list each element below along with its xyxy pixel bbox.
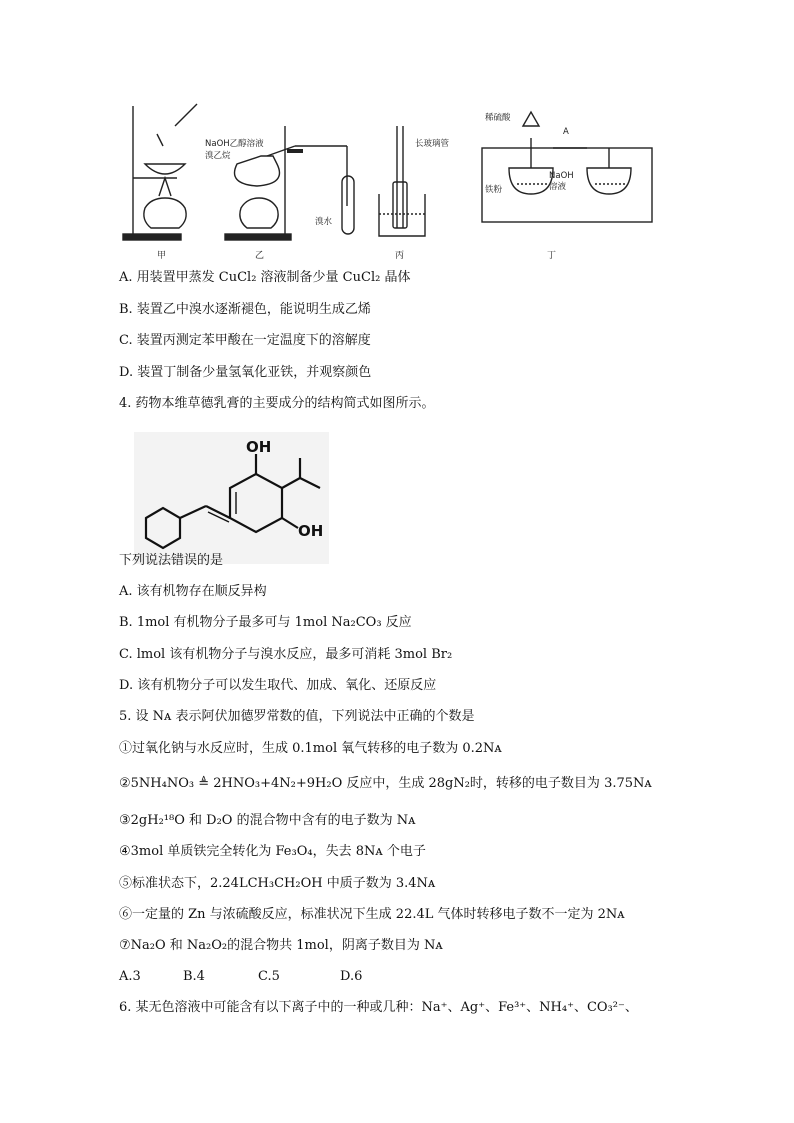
q3-option-c: C. 装置丙测定苯甲酸在一定温度下的溶解度: [119, 333, 371, 348]
q4-option-a: A. 该有机物存在顺反异构: [119, 584, 267, 599]
q5-item-5: ⑤标准状态下，2.24LCH₃CH₂OH 中质子数为 3.4Nᴀ: [119, 876, 436, 891]
q5-item-1: ①过氧化钠与水反应时，生成 0.1mol 氧气转移的电子数为 0.2Nᴀ: [119, 741, 502, 756]
apparatus-jia: [123, 104, 197, 240]
caption-jia: 甲: [157, 251, 167, 261]
q4-option-d: D. 该有机物分子可以发生取代、加成、氧化、还原反应: [119, 678, 437, 693]
q4-option-b: B. 1mol 有机物分子最多可与 1mol Na₂CO₃ 反应: [119, 615, 412, 630]
q3-option-a: A. 用装置甲蒸发 CuCl₂ 溶液制备少量 CuCl₂ 晶体: [119, 270, 411, 285]
q5-item-2: ②5NH₄NO₃ ≜ 2HNO₃+4N₂+9H₂O 反应中，生成 28gN₂时，转移的电子数目为 3.75Nᴀ: [119, 776, 652, 791]
label-long-glass-tube: 长玻璃管: [415, 139, 450, 149]
q5-choice-a: A.3: [119, 969, 141, 984]
q5-item-3: ③2gH₂¹⁸O 和 D₂O 的混合物中含有的电子数为 Nᴀ: [119, 813, 416, 828]
caption-ding: 丁: [547, 251, 557, 261]
q3-option-d: D. 装置丁制备少量氢氧化亚铁，并观察颜色: [119, 365, 372, 380]
label-solution: 溶液: [549, 182, 567, 192]
label-naoh: NaOH: [549, 171, 574, 181]
q5-choice-d: D.6: [340, 969, 363, 984]
hydroxyl-label-bottom: OH: [298, 522, 324, 540]
q3-option-b: B. 装置乙中溴水逐渐褪色，能说明生成乙烯: [119, 302, 371, 317]
q5-stem: 5. 设 Nᴀ 表示阿伏加德罗常数的值，下列说法中正确的个数是: [119, 709, 475, 724]
label-bromine-water: 溴水: [315, 217, 333, 227]
label-iron-powder: 铁粉: [485, 185, 503, 195]
q4-option-c: C. lmol 该有机物分子与溴水反应，最多可消耗 3mol Br₂: [119, 647, 453, 662]
caption-bing: 丙: [395, 251, 405, 261]
q5-item-6: ⑥一定量的 Zn 与浓硫酸反应，标准状况下生成 22.4L 气体时转移电子数不一定为 2Nᴀ: [119, 907, 625, 922]
q5-item-4: ④3mol 单质铁完全转化为 Fe₃O₄，失去 8Nᴀ 个电子: [119, 844, 426, 859]
caption-yi: 乙: [255, 251, 265, 261]
q5-item-7: ⑦Na₂O 和 Na₂O₂的混合物共 1mol，阴离子数目为 Nᴀ: [119, 938, 443, 953]
q5-choice-c: C.5: [258, 969, 280, 984]
label-naoh-ethanol: NaOH乙醇溶液: [205, 139, 264, 149]
q6-stem: 6. 某无色溶液中可能含有以下离子中的一种或几种：Na⁺、Ag⁺、Fe³⁺、NH₄⁺、CO₃²⁻、: [119, 1000, 638, 1015]
label-a: A: [563, 127, 569, 137]
apparatus-figure: [117, 96, 677, 266]
label-dilute-sulfuric: 稀硫酸: [485, 113, 511, 123]
hydroxyl-label-top: OH: [246, 438, 272, 456]
label-bromoethane: 溴乙烷: [205, 151, 231, 161]
q4-stem: 4. 药物本维草德乳膏的主要成分的结构简式如图所示。: [119, 396, 435, 411]
molecule-structure: [134, 432, 329, 564]
q5-choice-b: B.4: [183, 969, 205, 984]
q4-question: 下列说法错误的是: [119, 553, 224, 568]
